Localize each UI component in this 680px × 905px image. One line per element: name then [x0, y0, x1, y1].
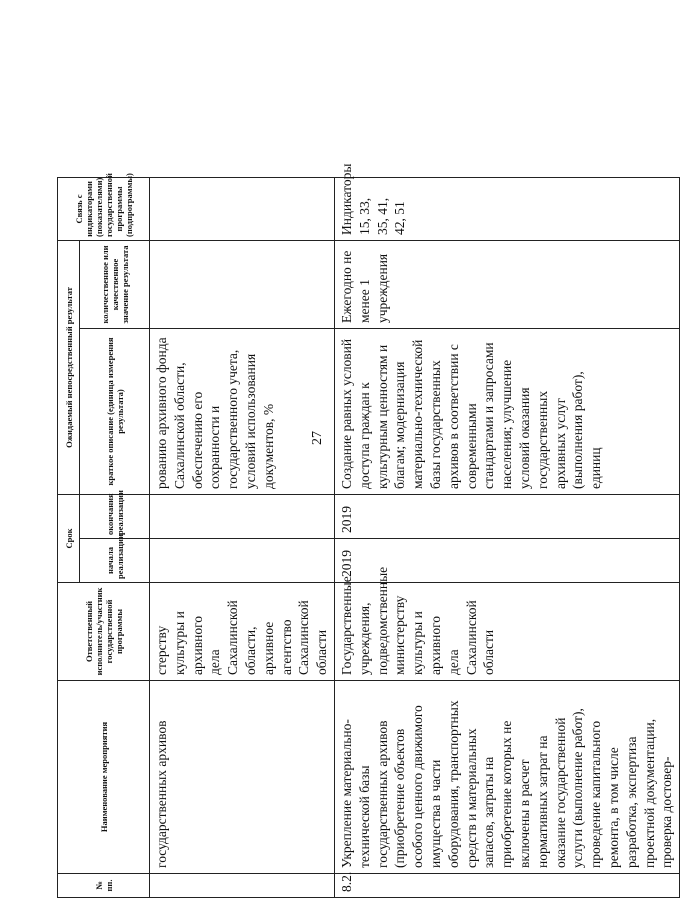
row-end: 2019	[334, 494, 679, 538]
row-start	[150, 539, 335, 583]
row-num	[150, 874, 335, 898]
row-desc: Создание равных условий доступа граждан к культурным ценностям и благам; модернизация материально-технической базы государственных архивов в соответствии с современными стандартами и запросами населения; улучшение условий оказания государственных архивных услуг (выполнения работ), единиц	[334, 328, 679, 494]
row-value	[150, 240, 335, 328]
row-link	[150, 177, 335, 240]
row-name: Укрепление материально-технической базы государственных архивов (приобретение объектов особого ценного движимого имущества в части оборудования, транспортных средств и материальных запасов, затраты на приобретение которых не включены в расчет нормативных затрат на оказание государственной услуги (выполнение работ), проведение капитального ремонта, в том числе разработка, экспертиза проектной документации, проверка достовер-	[334, 681, 679, 874]
row-name: государственных архивов	[150, 681, 335, 874]
empty-margin	[58, 20, 680, 177]
row-value: Ежегодно не менее 1 учреждения	[334, 240, 679, 328]
row-start: 2019	[334, 539, 679, 583]
header-result: Ожидаемый непосредственный результат	[58, 240, 80, 494]
row-link: Индикаторы 15, 33, 35, 41, 42, 51	[334, 177, 679, 240]
header-term: Срок	[58, 494, 80, 582]
measures-table	[57, 20, 680, 898]
header-term-end: окончания реализации	[80, 494, 150, 538]
row-desc: рованию архивного фонда Сахалинской области, обеспечению его сохранности и государственного учета, условий использования документов, %	[150, 328, 335, 494]
row-executor: стерству культуры и архивного дела Сахалинской области, архивное агентство Сахалинской области	[150, 583, 335, 681]
header-result-desc: краткое описание (единица измерения результата)	[80, 328, 150, 494]
header-name: Наименование мероприятия	[58, 681, 150, 874]
header-result-value: количественное или качественное значение результата	[80, 240, 150, 328]
row-executor: Государственные учреждения, подведомственные министерству культуры и архивного дела Сахалинской области	[334, 583, 679, 681]
row-end	[150, 494, 335, 538]
header-link: Связь с индикаторами (показателями) государственной программы (подпрограммы)	[58, 177, 150, 240]
header-executor: Ответственный исполнитель/участник государственной программы	[58, 583, 150, 681]
row-num: 8.2.	[334, 874, 679, 898]
header-term-start: начала реализации	[80, 539, 150, 583]
page-number: 27	[310, 431, 325, 445]
header-row-1	[58, 20, 80, 898]
header-num: № пп.	[58, 874, 150, 898]
